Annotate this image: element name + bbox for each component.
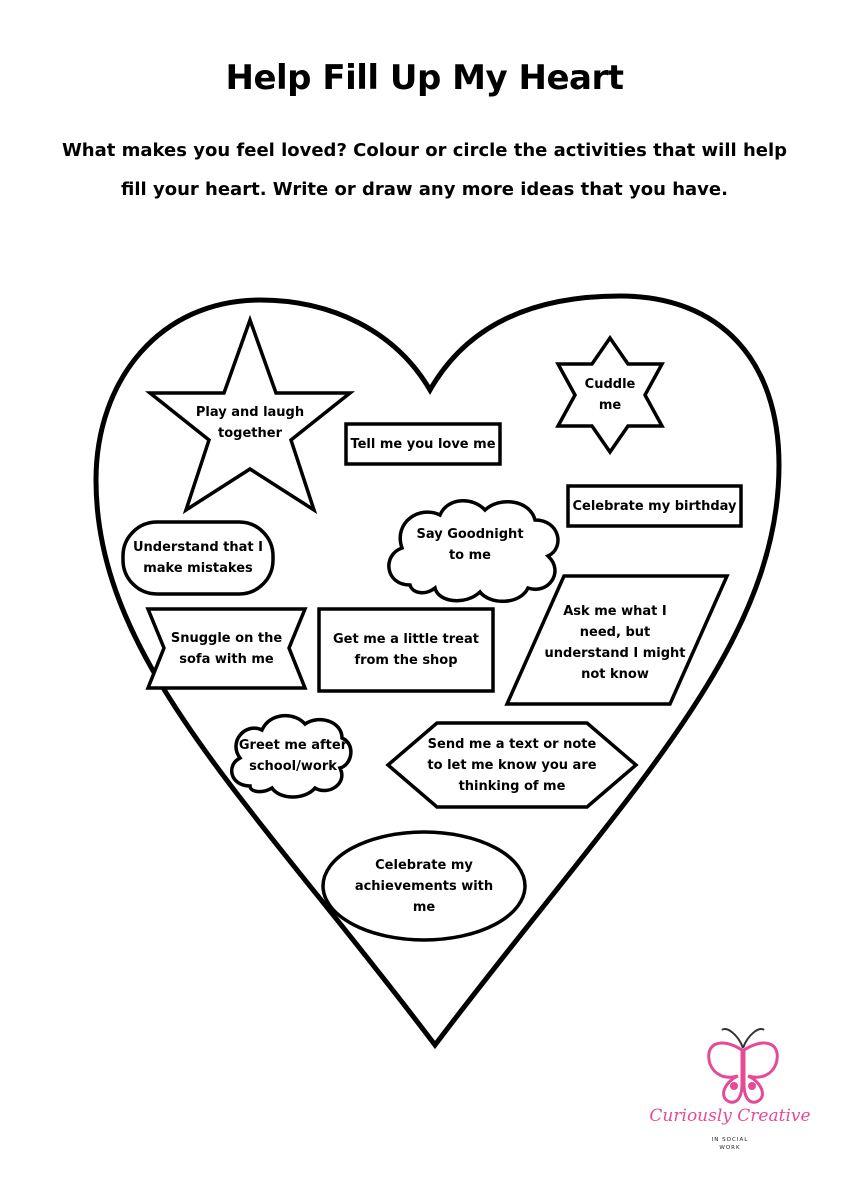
- activity-birthday-label[interactable]: [568, 486, 741, 526]
- activity-play-label[interactable]: [190, 400, 310, 446]
- activity-text-line: not know: [581, 667, 649, 682]
- activity-text-line: thinking of me: [458, 778, 566, 794]
- activity-text-line: Play and laugh: [195, 405, 305, 420]
- activity-text-label[interactable]: [420, 731, 604, 799]
- butterfly-logo-icon: [709, 1029, 778, 1102]
- activity-text-line: from the shop: [354, 653, 458, 668]
- activity-snuggle-label[interactable]: [160, 609, 293, 689]
- activity-text-line: Celebrate my: [375, 857, 473, 873]
- activity-text-line: to me: [448, 548, 492, 563]
- activity-text-line: Snuggle on the: [170, 631, 283, 646]
- logo-tagline-line: IN SOCIAL: [711, 1137, 749, 1143]
- activity-mistakes-label[interactable]: [123, 522, 273, 594]
- activity-text-line: Celebrate my birthday: [572, 498, 737, 514]
- activity-text-line: Greet me after: [238, 738, 348, 753]
- activity-ask-label[interactable]: [540, 598, 690, 688]
- page-title: Help Fill Up My Heart: [225, 58, 624, 98]
- activity-text-line: Understand that I: [133, 540, 263, 555]
- activity-text-line: Cuddle: [584, 377, 636, 392]
- activity-text-line: achievements with: [354, 878, 494, 894]
- activity-text-line: Ask me what I: [563, 604, 667, 619]
- logo-tagline-line: WORK: [719, 1145, 741, 1151]
- instructions-line-1: What makes you feel loved? Colour or circle the activities that will help: [61, 140, 788, 161]
- activity-text-line: Get me a little treat: [333, 632, 479, 647]
- instructions-line-2: fill your heart. Write or draw any more ideas that you have.: [121, 179, 728, 200]
- activity-treat-label[interactable]: [319, 609, 493, 691]
- activity-text-line: Tell me you love me: [350, 436, 496, 452]
- activity-text-line: make mistakes: [143, 561, 253, 576]
- activity-text-line: to let me know you are: [427, 757, 597, 773]
- activity-text-line: me: [412, 899, 436, 915]
- activity-text-line: Say Goodnight: [416, 527, 524, 542]
- activity-cuddle-label[interactable]: [570, 372, 650, 418]
- logo-tagline: [700, 1136, 760, 1152]
- activity-text-line: me: [598, 398, 622, 413]
- activity-text-line: need, but: [579, 625, 651, 640]
- activity-achievements-label[interactable]: [344, 852, 504, 920]
- activity-goodnight-label[interactable]: [405, 522, 535, 568]
- activity-text-line: together: [218, 426, 282, 441]
- activity-love-label[interactable]: [346, 424, 500, 464]
- activity-text-line: understand I might: [544, 646, 686, 661]
- activity-text-line: school/work: [249, 759, 337, 774]
- activity-greet-label[interactable]: [238, 733, 348, 779]
- activity-text-line: sofa with me: [179, 652, 274, 667]
- logo-name: Curiously Creative: [649, 1106, 811, 1126]
- activity-text-line: Send me a text or note: [427, 736, 597, 752]
